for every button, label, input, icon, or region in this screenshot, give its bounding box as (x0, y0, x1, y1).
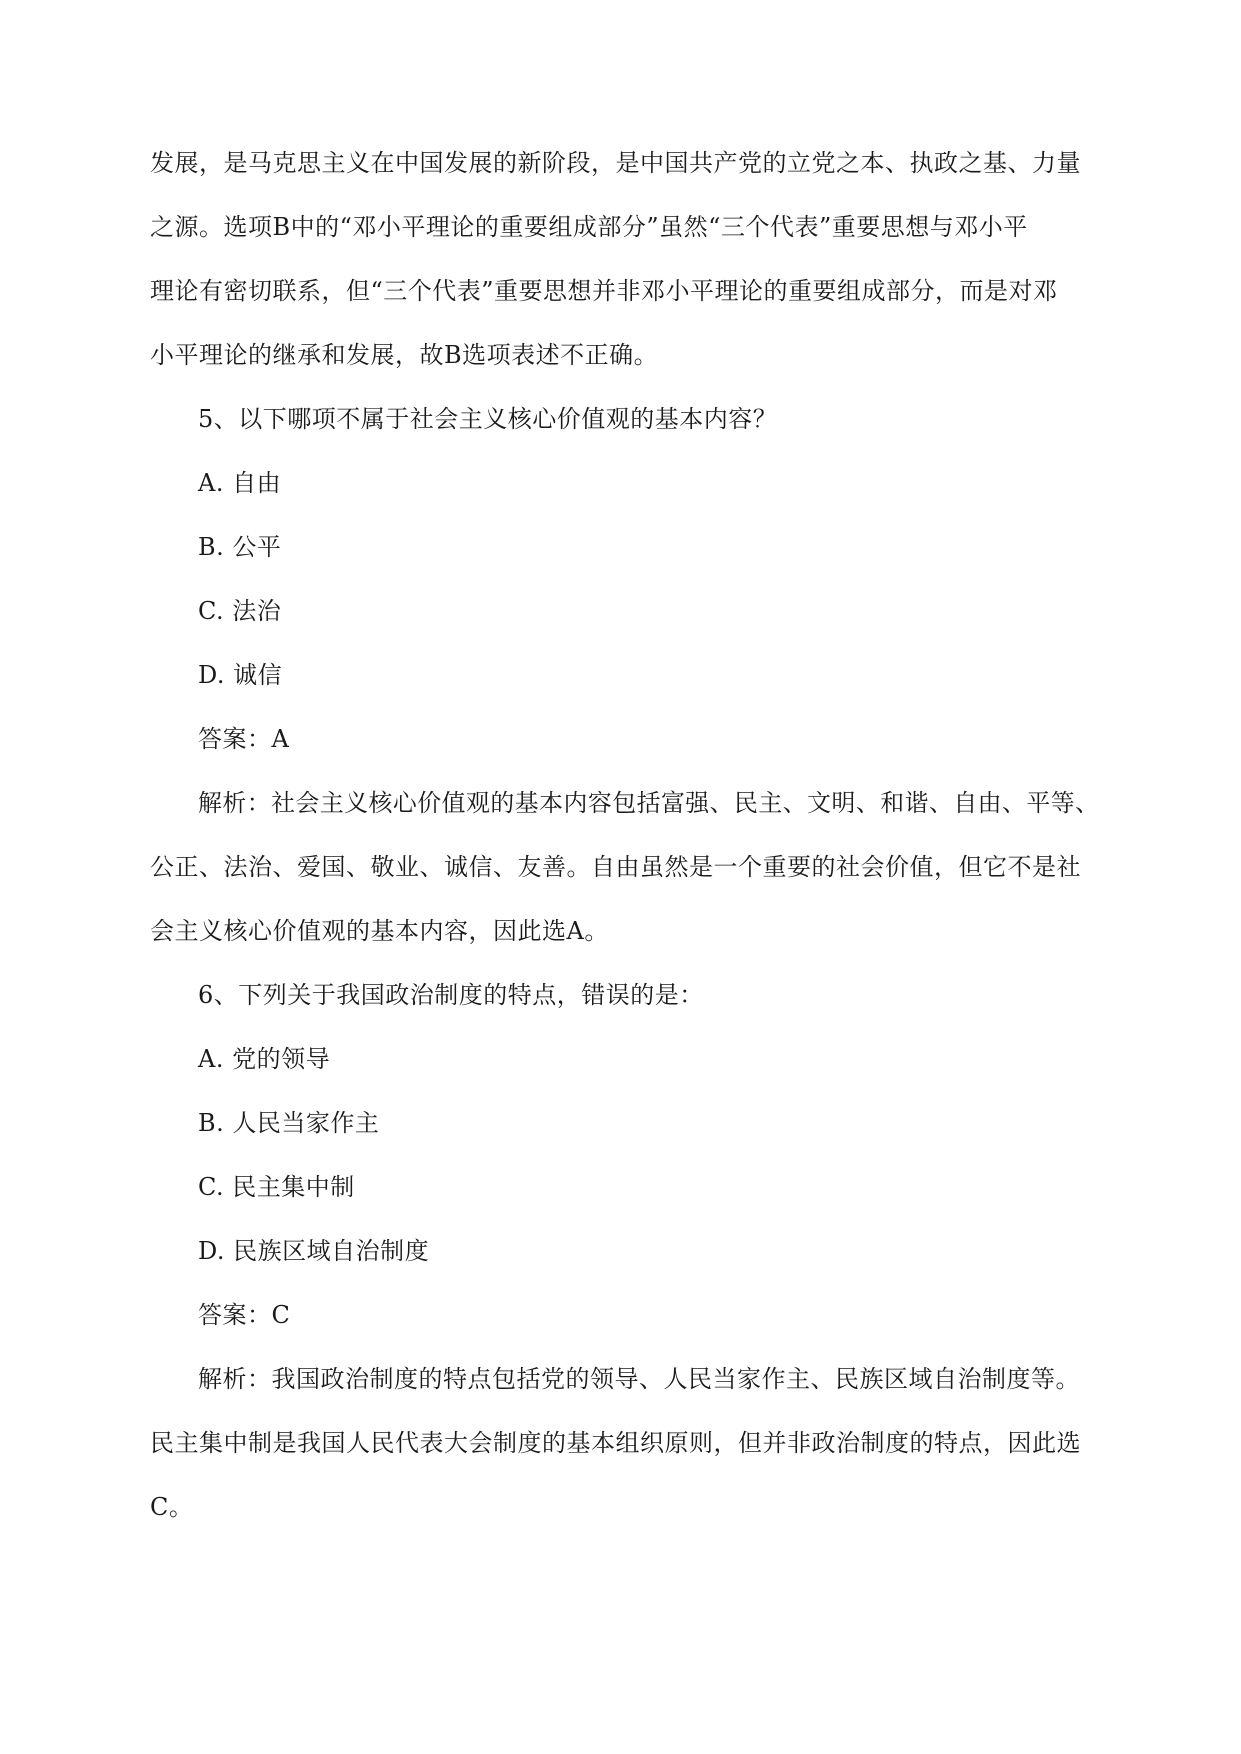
q5-option-a: A. 自由 (198, 469, 282, 497)
q6-analysis-line: 民主集中制是我国人民代表大会制度的基本组织原则，但并非政治制度的特点，因此选 (150, 1429, 1081, 1457)
q5-option-c: C. 法治 (198, 597, 282, 625)
question-5-text: 5、以下哪项不属于社会主义核心价值观的基本内容？ (198, 405, 778, 433)
q6-answer: 答案：C (198, 1301, 291, 1329)
paragraph-line: 小平理论的继承和发展，故B选项表述不正确。 (150, 341, 659, 369)
paragraph-line: 理论有密切联系，但“三个代表”重要思想并非邓小平理论的重要组成部分，而是对邓 (150, 277, 1058, 305)
q5-option-d: D. 诚信 (198, 661, 283, 689)
q6-option-c: C. 民主集中制 (198, 1173, 355, 1201)
q5-option-b: B. 公平 (198, 533, 282, 561)
q5-answer: 答案：A (198, 725, 290, 753)
q6-option-a: A. 党的领导 (198, 1045, 331, 1073)
q5-analysis-line: 公正、法治、爱国、敬业、诚信、友善。自由虽然是一个重要的社会价值，但它不是社 (150, 853, 1081, 881)
q5-analysis-line: 会主义核心价值观的基本内容，因此选A。 (150, 917, 609, 945)
q6-option-b: B. 人民当家作主 (198, 1109, 380, 1137)
q6-option-d: D. 民族区域自治制度 (198, 1237, 430, 1265)
q6-analysis-line: 解析：我国政治制度的特点包括党的领导、人民当家作主、民族区域自治制度等。 (198, 1365, 1080, 1393)
q5-analysis-line: 解析：社会主义核心价值观的基本内容包括富强、民主、文明、和谐、自由、平等、 (198, 789, 1100, 817)
q6-analysis-line: C。 (150, 1493, 194, 1521)
question-6-text: 6、下列关于我国政治制度的特点，错误的是： (198, 981, 704, 1009)
paragraph-line: 发展，是马克思主义在中国发展的新阶段，是中国共产党的立党之本、执政之基、力量 (150, 149, 1081, 177)
paragraph-line: 之源。选项B中的“邓小平理论的重要组成部分”虽然“三个代表”重要思想与邓小平 (150, 213, 1028, 241)
